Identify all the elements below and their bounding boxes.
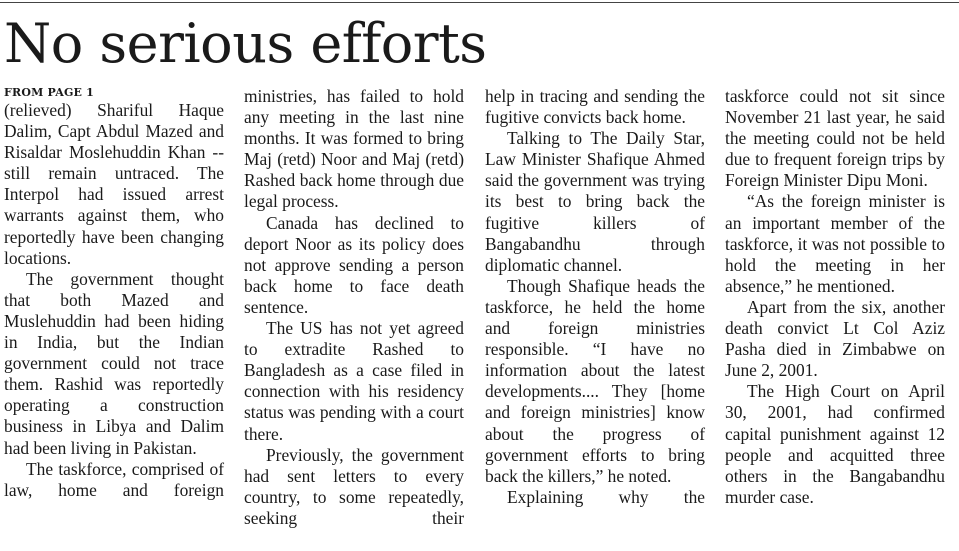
paragraph: Though Shafique heads the taskforce, he held the home and foreign ministries responsible. “I have no information about the latest developments.... They [home and foreign ministries] know about the progress of government efforts to bring back the killers,” he noted. bbox=[485, 275, 705, 486]
article-column-2 bbox=[244, 86, 464, 529]
paragraph: ministries, has failed to hold any meeting in the last nine months. It was formed to bring Maj (retd) Noor and Maj (retd) Rashed back home through due legal process. bbox=[244, 86, 464, 212]
paragraph: Apart from the six, another death convict Lt Col Aziz Pasha died in Zimbabwe on June 2, 2001. bbox=[725, 296, 945, 381]
paragraph: Canada has declined to deport Noor as its policy does not approve sending a person back home to face death sentence. bbox=[244, 212, 464, 317]
paragraph: Previously, the government had sent letters to every country, to some repeatedly, seeking their bbox=[244, 444, 464, 528]
article-column-3 bbox=[485, 86, 705, 508]
paragraph: (relieved) Shariful Haque Dalim, Capt Abdul Mazed and Risaldar Moslehuddin Khan -- still remain untraced. The Interpol had issued arrest warrants against them, who reportedly have been changing locations. bbox=[4, 100, 224, 268]
paragraph: The US has not yet agreed to extradite Rashed to Bangladesh as a case filed in connection with his residency status was pending with a court there. bbox=[244, 318, 464, 444]
paragraph: The taskforce, comprised of law, home and foreign bbox=[4, 458, 224, 500]
article-column-4 bbox=[725, 86, 945, 508]
paragraph: “As the foreign minister is an important member of the taskforce, it was not possible to hold the meeting in her absence,” he mentioned. bbox=[725, 191, 945, 296]
headline: No serious efforts bbox=[4, 12, 487, 75]
article-column-1 bbox=[4, 86, 224, 501]
continuation-kicker: FROM PAGE 1 bbox=[4, 86, 95, 99]
paragraph: Talking to The Daily Star, Law Minister Shafique Ahmed said the government was trying its best to bring back the fugitive killers of Bangabandhu through diplomatic channel. bbox=[485, 128, 705, 275]
paragraph: taskforce could not sit since November 21 last year, he said the meeting could not be held due to frequent foreign trips by Foreign Minister Dipu Moni. bbox=[725, 86, 945, 191]
paragraph: The government thought that both Mazed and Muslehuddin had been hiding in India, but the Indian government could not trace them. Rashid was reportedly operating a construction business in Libya and Dalim had been living in Pakistan. bbox=[4, 268, 224, 458]
paragraph: Explaining why the bbox=[507, 486, 705, 507]
top-rule bbox=[0, 2, 959, 3]
paragraph: help in tracing and sending the fugitive convicts back home. bbox=[485, 86, 705, 128]
paragraph: The High Court on April 30, 2001, had confirmed capital punishment against 12 people and acquitted three others in the Bangabandhu murder case. bbox=[725, 381, 945, 507]
